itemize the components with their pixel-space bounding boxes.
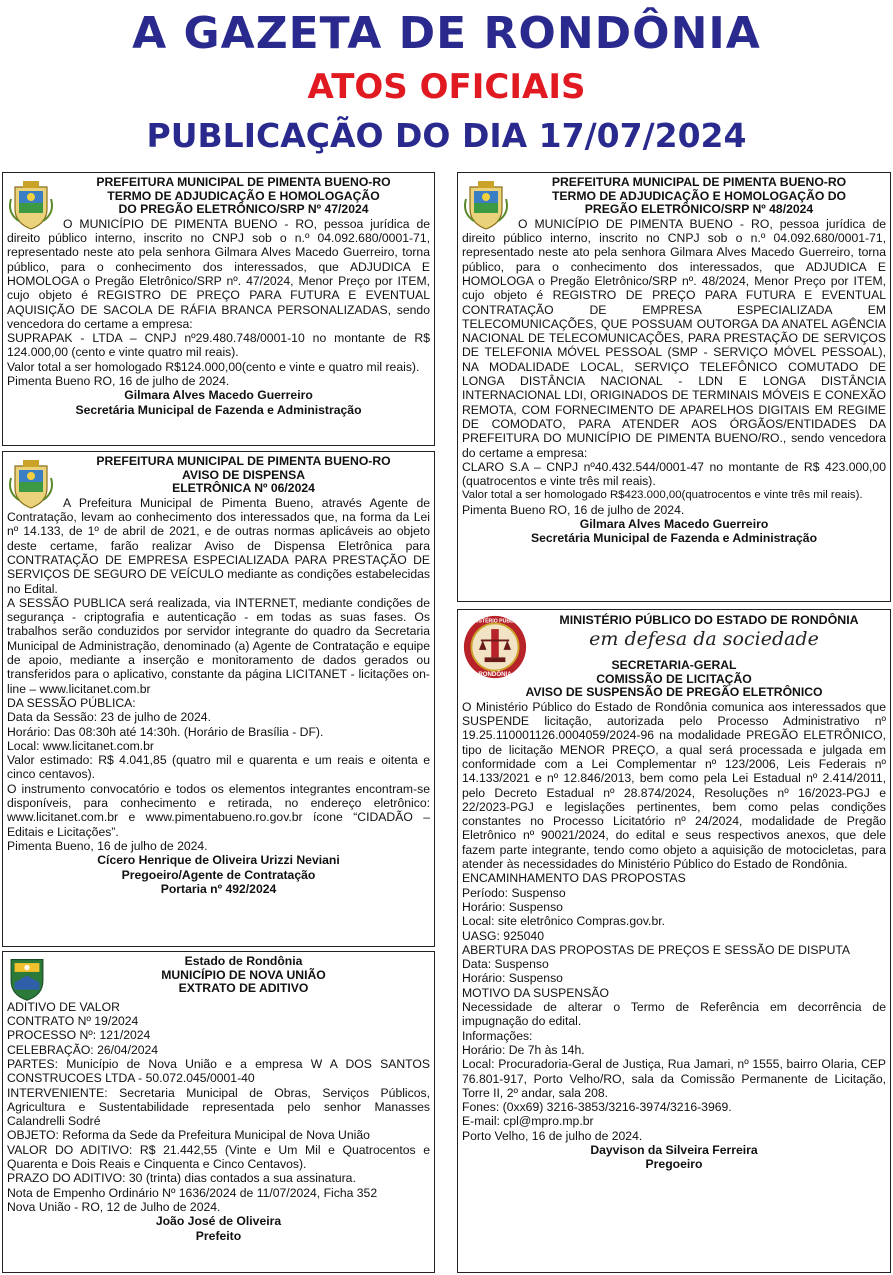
paragraph: Pimenta Bueno, 16 de julho de 2024. xyxy=(7,838,208,853)
signer-role: Secretária Municipal de Fazenda e Administração xyxy=(75,402,362,417)
seal-top-text: MINISTÉRIO PÚBLICO xyxy=(467,618,523,625)
line: ENCAMINHAMENTO DAS PROPOSTAS xyxy=(462,871,686,886)
notice-header: PREFEITURA MUNICIPAL DE PIMENTA BUENO-RO TERMO DE ADJUDICAÇÃO E HOMOLOGAÇÃO DO PREGÃO ELETRÔNICO/SRP Nº 48/2024 xyxy=(551,175,847,217)
line: Horário: Suspenso xyxy=(462,971,563,986)
paragraph: SUPRAPAK - LTDA – CNPJ nº29.480.748/0001-10 no montante de R$ 124.000,00 (cento e vinte quatro mil reais). xyxy=(7,331,430,360)
paragraph: Data da Sessão: 23 de julho de 2024. xyxy=(7,710,211,725)
notice-dispensa-06 xyxy=(2,451,435,947)
paragraph: DA SESSÃO PÚBLICA: xyxy=(7,695,136,710)
line: PRAZO DO ADITIVO: 30 (trinta) dias contados a sua assinatura. xyxy=(7,1171,356,1186)
notice-mp-suspensao xyxy=(457,609,891,1273)
signer-role: Secretária Municipal de Fazenda e Administração xyxy=(530,531,818,546)
line: ADITIVO DE VALOR xyxy=(7,999,120,1014)
nova-uniao-crest-icon xyxy=(7,956,47,1002)
signer-name: Gilmara Alves Macedo Guerreiro xyxy=(124,388,313,403)
signer-name: Dayvison da Silveira Ferreira xyxy=(590,1142,758,1157)
line: Horário: Suspenso xyxy=(462,899,563,914)
signer-portaria: Portaria nº 492/2024 xyxy=(160,882,277,897)
line: PARTES: Município de Nova União e a empresa W A DOS SANTOS CONSTRUCOES LTDA - 50.072.045/0001-40 xyxy=(7,1056,430,1086)
line: UASG: 925040 xyxy=(462,928,544,943)
paragraph: O Ministério Público do Estado de Rondônia comunica aos interessados que SUSPENDE licitação, autorizada pelo Processo Administrativo nº 19.25.110001126.0004059/2024-96 na modalidade PREGÃO ELETRÔNICO, tipo de licitação MENOR PREÇO, a qual será processada e julgada em conformidade com a Lei Complementar nº 123/2006, Leis Federais nº 14.133/2021 e nº 12.846/2013, bem como pela Lei Estadual nº 2.414/2011, pelo Decreto Estadual nº 28.874/2024, Resoluções nº 16/2023-PGJ e 22/2023-PGJ e legislações pertinentes, bem como pelas condições constantes no Processo Licitatório nº 24/2024, modalidade de Pregão Eletrônico nº 90021/2024, do edital e seus respectivos anexos, que dele fazem parte integrante, tendo como objeto a aquisição de motocicletas, para atender às necessidades do Ministério Público do Estado de Rondônia. xyxy=(462,699,886,872)
section-title: ATOS OFICIAIS xyxy=(307,67,586,107)
notice-header: PREFEITURA MUNICIPAL DE PIMENTA BUENO-RO AVISO DE DISPENSA ELETRÔNICA Nº 06/2024 xyxy=(96,454,391,496)
pimenta-bueno-crest-icon xyxy=(9,458,53,510)
paragraph: A SESSÃO PUBLICA será realizada, via INTERNET, mediante condições de segurança - criptografia e autenticação - em todas as suas fases. Os trabalhos serão conduzidos por servidor integrante do quadro da Secretaria Municipal de Administração, denominado (a) Agente de Contratação e equipe de apoio, mediante a inserção e monitoramento de dados gerados ou transferidos para o aplicativo, constante da página LICITANET - licitações on-line – www.licitanet.com.br xyxy=(7,595,430,696)
notice-pregao-47 xyxy=(2,172,435,446)
line: CELEBRAÇÃO: 26/04/2024 xyxy=(7,1042,159,1057)
line: OBJETO: Reforma da Sede da Prefeitura Municipal de Nova União xyxy=(7,1128,370,1143)
line: Período: Suspenso xyxy=(462,885,566,900)
paragraph: Pimenta Bueno RO, 16 de julho de 2024. xyxy=(462,502,685,517)
notice-header: PREFEITURA MUNICIPAL DE PIMENTA BUENO-RO TERMO DE ADJUDICAÇÃO E HOMOLOGAÇÃO DO PREGÃO ELETRÔNICO/SRP Nº 47/2024 xyxy=(96,175,391,217)
line: ABERTURA DAS PROPOSTAS DE PREÇOS E SESSÃO DE DISPUTA xyxy=(462,942,851,957)
line: Local: Procuradoria-Geral de Justiça, Rua Jamari, nº 1555, bairro Olaria, CEP 76.801-917, Porto Velho/RO, sala da Comissão Permanente de Licitação, Torre II, 2º andar, sala 208. xyxy=(462,1057,886,1100)
line: Informações: xyxy=(462,1028,533,1043)
line: Horário: De 7h às 14h. xyxy=(462,1042,585,1057)
signer-role: Prefeito xyxy=(195,1228,242,1243)
seal-bottom-text: RONDÔNIA xyxy=(478,671,512,679)
line: Necessidade de alterar o Termo de Referência em decorrência de impugnação do edital. xyxy=(462,1000,886,1029)
paragraph: A Prefeitura Municipal de Pimenta Bueno, através Agente de Contratação, levam ao conhecimento dos interessados que, na forma da Lei nº 14.133, de 1º de abril de 2021, e de outras normas aplicáveis ao objeto deste certame, farão realizar Aviso de Dispensa Eletrônica para CONTRATAÇÃO DE EMPRESA ESPECIALIZADA PARA PRESTAÇÃO DE SERVIÇOS DE SEGURO DE VEÍCULO mediante as condições estabelecidas no Edital. xyxy=(7,495,430,596)
paragraph: Valor total a ser homologado R$124.000,00(cento e vinte e quatro mil reais). xyxy=(7,359,420,374)
signer-role: Pregoeiro/Agente de Contratação xyxy=(121,867,316,882)
line: PROCESSO Nº: 121/2024 xyxy=(7,1028,151,1043)
org-name: MINISTÉRIO PÚBLICO DO ESTADO DE RONDÔNIA xyxy=(559,613,859,627)
line: VALOR DO ADITIVO: R$ 21.442,55 (Vinte e Um Mil e Quatrocentos e Quarenta e Dois Reais e Cinquenta e Cinco Centavos). xyxy=(7,1142,430,1172)
notice-header: SECRETARIA-GERAL COMISSÃO DE LICITAÇÃO AVISO DE SUSPENSÃO DE PREGÃO ELETRÔNICO xyxy=(525,658,823,700)
paragraph: Local: www.licitanet.com.br xyxy=(7,738,154,753)
newspaper-title: A GAZETA DE RONDÔNIA xyxy=(132,8,761,59)
line: Nota de Empenho Ordinário Nº 1636/2024 de 11/07/2024, Ficha 352 xyxy=(7,1185,378,1200)
line: CONTRATO Nº 19/2024 xyxy=(7,1014,139,1029)
paragraph: Valor estimado: R$ 4.041,85 (quatro mil e quarenta e um reais e oitenta e cinco centavos). xyxy=(7,753,430,782)
pimenta-bueno-crest-icon xyxy=(464,179,508,231)
paragraph: Pimenta Bueno RO, 16 de julho de 2024. xyxy=(7,374,230,389)
pimenta-bueno-crest-icon xyxy=(9,179,53,231)
signer-name: Cícero Henrique de Oliveira Urizzi Neviani xyxy=(97,853,340,868)
paragraph: CLARO S.A – CNPJ nº40.432.544/0001-47 no montante de R$ 423.000,00 (quatrocentos e vinte três mil reais). xyxy=(462,459,886,489)
line: MOTIVO DA SUSPENSÃO xyxy=(462,985,609,1000)
line: Data: Suspenso xyxy=(462,957,549,972)
paragraph: O MUNICÍPIO DE PIMENTA BUENO - RO, pessoa jurídica de direito público interno, inscrito no CNPJ sob o n.º 04.092.680/0001-71, representado neste ato pela senhora Gilmara Alves Macedo Guerreiro, torna público, para o conhecimento dos interessados, que ADJUDICA E HOMOLOGA o Pregão Eletrônico/SRP nº. 47/2024, Menor Preço por ITEM, cujo objeto é REGISTRO DE PREÇO PARA FUTURA E EVENTUAL AQUISIÇÃO DE SACOLA DE RÁFIA BRANCA PERSONALIZADAS, sendo vencedora do certame a empresa: xyxy=(7,216,430,331)
paragraph: O instrumento convocatório e todos os elementos integrantes encontram-se disponíveis, para conhecimento e retirada, no endereço eletrônico: www.licitanet.com.br e www.pimentabueno.ro.gov.br ícone “CIDADÃO – Editais e Licitações”. xyxy=(7,781,430,839)
line: INTERVENIENTE: Secretaria Municipal de Obras, Serviços Públicos, Agricultura e Sustentabilidade representada pelo senhor Manasses Calandrelli Sodré xyxy=(7,1085,430,1129)
notice-extrato-aditivo xyxy=(2,951,435,1273)
notice-header: Estado de Rondônia MUNICÍPIO DE NOVA UNIÃO EXTRATO DE ADITIVO xyxy=(161,954,326,996)
line: Nova União - RO, 12 de Julho de 2024. xyxy=(7,1199,221,1214)
signer-role: Pregoeiro xyxy=(645,1157,703,1172)
signer-name: João José de Oliveira xyxy=(155,1214,282,1229)
publication-date: PUBLICAÇÃO DO DIA 17/07/2024 xyxy=(146,116,747,155)
paragraph: O MUNICÍPIO DE PIMENTA BUENO - RO, pessoa jurídica de direito público interno, inscrito no CNPJ sob o n.º 04.092.680/0001-71, representado neste ato pela senhora Gilmara Alves Macedo Guerreiro, torna público, para o conhecimento dos interessados, que ADJUDICA E HOMOLOGA o Pregão Eletrônico/SRP nº. 48/2024, Menor Preço por ITEM, cujo objeto é REGISTRO DE PREÇO PARA FUTURA E EVENTUAL CONTRATAÇÃO DE EMPRESA ESPECIALIZADA EM TELECOMUNICAÇÕES, QUE POSSUAM OUTORGA DA ANATEL AGÊNCIA NACIONAL DE TELECOMUNICAÇÕES, PARA PRESTAÇÃO DE SERVIÇOS DE TELEFONIA MÓVEL PESSOAL (SMP - SERVIÇO MÓVEL PESSOAL), NA MODALIDADE LOCAL, SERVIÇO TELEFÔNICO COMUTADO DE LONGA DISTÂNCIA NACIONAL - LDN E LONGA DISTÂNCIA INTERNACIONAL LDI, ORIGINADOS DE TERMINAIS MÓVEIS E CONEXÃO REMOTA, COM FORNECIMENTO DE APARELHOS DIGITAIS EM REGIME DE COMODATO, PARA ATENDER AOS ÓRGÃOS/ENTIDADES DA PREFEITURA DO MUNICÍPIO DE PIMENTA BUENO/RO., sendo vencedora do certame a empresa: xyxy=(462,216,886,460)
line: Local: site eletrônico Compras.gov.br. xyxy=(462,914,665,929)
paragraph: Horário: Das 08:30h até 14:30h. (Horário de Brasília - DF). xyxy=(7,724,324,739)
line: Fones: (0xx69) 3216-3853/3216-3974/3216-3969. xyxy=(462,1100,732,1115)
mp-rondonia-seal-icon xyxy=(462,614,528,680)
notice-pregao-48 xyxy=(457,172,891,602)
signer-name: Gilmara Alves Macedo Guerreiro xyxy=(579,517,769,532)
line: E-mail: cpl@mpro.mp.br xyxy=(462,1114,594,1129)
org-slogan: em defesa da sociedade xyxy=(589,628,819,650)
paragraph: Valor total a ser homologado R$423.000,00(quatrocentos e vinte três mil reais). xyxy=(462,489,863,502)
line: Porto Velho, 16 de julho de 2024. xyxy=(462,1128,643,1143)
